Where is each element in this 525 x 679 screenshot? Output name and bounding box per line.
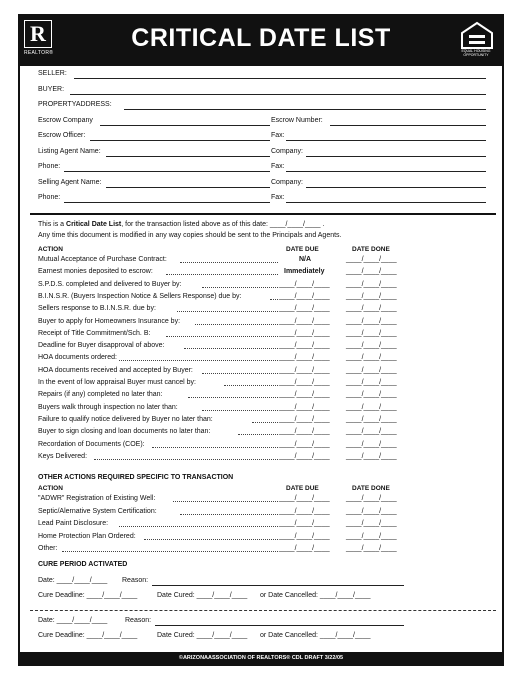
action-label: Deadline for Buyer disapproval of above: [38, 342, 165, 350]
escrow-number-field[interactable] [330, 125, 486, 126]
date-done-field[interactable]: ____/____/____ [346, 428, 397, 436]
dot-leader [119, 360, 278, 361]
company-field-2[interactable] [306, 187, 486, 188]
phone-field-2[interactable] [64, 202, 270, 203]
intro-text-bold: Critical Date List [66, 221, 122, 228]
cure-reason-label-1: Reason: [122, 577, 149, 584]
dot-leader [224, 385, 278, 386]
cure-deadline-1[interactable]: Cure Deadline: ____/____/____ [38, 592, 138, 599]
fax-field-1[interactable] [286, 140, 486, 141]
cure-period-title: CURE PERIOD ACTIVATED [38, 561, 128, 568]
dot-leader [180, 514, 278, 515]
date-done-field[interactable]: ____/____/____ [346, 532, 397, 540]
fax-field-2[interactable] [286, 171, 486, 172]
date-done-field[interactable]: ____/____/____ [346, 495, 397, 502]
escrow-company-field[interactable] [100, 125, 270, 126]
dot-leader [62, 551, 278, 552]
date-due-field[interactable]: ____/____/____ [279, 342, 330, 350]
escrow-company-label: Escrow Company [38, 117, 93, 124]
buyer-field[interactable] [70, 94, 486, 95]
date-due-field[interactable]: ____/____/____ [279, 520, 330, 527]
date-cured-2[interactable]: Date Cured: ____/____/____ [157, 632, 248, 639]
date-due-field[interactable]: ____/____/____ [279, 415, 330, 423]
page-title: CRITICAL DATE LIST [131, 24, 391, 52]
date-due-field[interactable]: ____/____/____ [279, 280, 330, 288]
date-cured-1[interactable]: Date Cured: ____/____/____ [157, 592, 248, 599]
action-label: B.I.N.S.R. (Buyers Inspection Notice & Sellers Response) due by: [38, 292, 242, 300]
seller-label: SELLER: [38, 70, 67, 77]
other-action-column-header: ACTION [38, 485, 63, 492]
property-address-label: PROPERTYADDRESS: [38, 101, 112, 108]
dot-leader [195, 324, 278, 325]
intro-text-a: This is a [38, 221, 67, 228]
date-done-field[interactable]: ____/____/____ [346, 379, 397, 386]
action-label: Receipt of Title Commitment/Sch. B: [38, 329, 151, 337]
realtor-logo: R [24, 20, 52, 48]
action-label: S.P.D.S. completed and delivered to Buyer by: [38, 280, 182, 288]
date-done-field[interactable]: ____/____/____ [346, 305, 397, 313]
fax-label-2: Fax: [271, 163, 285, 170]
intro-text-c: , for the transaction listed above as of this date: ____/____/____ . [121, 221, 325, 228]
date-cancelled-1[interactable]: or Date Cancelled: ____/____/____ [260, 592, 371, 599]
escrow-number-label: Escrow Number: [271, 117, 323, 124]
dot-leader [252, 422, 278, 423]
action-label: In the event of low appraisal Buyer must cancel by: [38, 379, 196, 386]
date-done-field[interactable]: ____/____/____ [346, 452, 397, 460]
cure-divider [30, 610, 496, 611]
date-done-field[interactable]: ____/____/____ [346, 545, 397, 552]
action-label: HOA documents ordered: [38, 354, 117, 362]
phone-label-2: Phone: [38, 194, 61, 201]
date-due-field[interactable]: ____/____/____ [279, 354, 330, 362]
action-label: Home Protection Plan Ordered: [38, 532, 136, 540]
listing-agent-label: Listing Agent Name: [38, 148, 101, 155]
listing-agent-field[interactable] [106, 156, 270, 157]
date-done-field[interactable]: ____/____/____ [346, 292, 397, 300]
dot-leader [144, 539, 278, 540]
action-label: Lead Paint Disclosure: [38, 520, 109, 527]
date-done-field[interactable]: ____/____/____ [346, 366, 397, 374]
escrow-officer-field[interactable] [90, 140, 270, 141]
date-due-field[interactable]: ____/____/____ [279, 532, 330, 540]
section-divider [30, 213, 496, 215]
fax-field-3[interactable] [286, 202, 486, 203]
action-label: HOA documents received and accepted by Buyer: [38, 366, 193, 374]
property-address-field[interactable] [124, 109, 486, 110]
equal-housing-caption: EQUAL HOUSING OPPORTUNITY [461, 49, 491, 57]
company-label-2: Company: [271, 179, 303, 186]
date-due-field[interactable]: ____/____/____ [279, 428, 330, 436]
dot-leader [152, 447, 278, 448]
company-label-1: Company: [271, 148, 303, 155]
dot-leader [173, 501, 278, 502]
date-due-field: N/A [299, 256, 312, 263]
dot-leader [180, 262, 278, 263]
date-done-field[interactable]: ____/____/____ [346, 280, 397, 288]
phone-label-1: Phone: [38, 163, 61, 170]
intro-line-1 [38, 221, 324, 228]
seller-field[interactable] [74, 78, 486, 79]
other-date-due-column-header: DATE DUE [286, 485, 319, 492]
action-label: Recordation of Documents (COE): [38, 440, 145, 448]
other-date-done-column-header: DATE DONE [352, 485, 390, 492]
footer-bar: ©ARIZONAASSOCIATION OF REALTORS® CDL DRAFT 3/22/05 [20, 652, 502, 664]
cure-reason-label-2: Reason: [125, 617, 152, 624]
date-done-field[interactable]: ____/____/____ [346, 391, 397, 399]
action-column-header: ACTION [38, 246, 63, 253]
fax-label-3: Fax: [271, 194, 285, 201]
form-frame [18, 14, 504, 666]
action-label: Buyer to apply for Homeowners Insurance by: [38, 317, 181, 325]
dot-leader [188, 397, 278, 398]
cure-date-2[interactable]: Date: ____/____/____ [38, 617, 108, 624]
header-bar [20, 16, 502, 66]
selling-agent-field[interactable] [106, 187, 270, 188]
action-label: Other: [38, 545, 58, 552]
date-done-field[interactable]: ____/____/____ [346, 256, 397, 263]
dot-leader [202, 410, 278, 411]
date-done-field[interactable]: ____/____/____ [346, 507, 397, 515]
date-due-field[interactable]: ____/____/____ [279, 403, 330, 411]
dot-leader [166, 336, 278, 337]
date-done-field[interactable]: ____/____/____ [346, 354, 397, 362]
date-due-field[interactable]: ____/____/____ [279, 329, 330, 337]
action-label: "ADWR" Registration of Existing Well: [38, 495, 156, 502]
date-done-column-header: DATE DONE [352, 246, 390, 253]
dot-leader [119, 526, 278, 527]
dot-leader [238, 434, 278, 435]
intro-line-2: Any time this document is modified in any way copies should be sent to the Principals and Agents. [38, 232, 342, 239]
date-due-field[interactable]: ____/____/____ [279, 379, 330, 386]
action-label: Septic/Alernative System Certification: [38, 507, 157, 515]
cure-date-1[interactable]: Date: ____/____/____ [38, 577, 108, 584]
date-due-field[interactable]: ____/____/____ [279, 440, 330, 448]
date-due-field[interactable]: ____/____/____ [279, 545, 330, 552]
date-due-field[interactable]: ____/____/____ [279, 495, 330, 502]
selling-agent-label: Selling Agent Name: [38, 179, 102, 186]
dot-leader [202, 287, 278, 288]
realtor-caption: REALTOR® [24, 50, 54, 56]
dot-leader [94, 459, 278, 460]
date-done-field[interactable]: ____/____/____ [346, 415, 397, 423]
date-due-field[interactable]: ____/____/____ [279, 452, 330, 460]
action-label: Keys Delivered: [38, 452, 88, 460]
other-actions-title: OTHER ACTIONS REQUIRED SPECIFIC TO TRANSACTION [38, 474, 234, 481]
date-due-field[interactable]: ____/____/____ [279, 391, 330, 399]
phone-field-1[interactable] [64, 171, 270, 172]
dot-leader [177, 311, 278, 312]
date-due-field: Immediately [284, 268, 325, 276]
date-due-field[interactable]: ____/____/____ [279, 317, 330, 325]
date-cancelled-2[interactable]: or Date Cancelled: ____/____/____ [260, 632, 371, 639]
date-due-field[interactable]: ____/____/____ [279, 507, 330, 515]
dot-leader [202, 373, 278, 374]
cure-reason-field-2[interactable] [155, 625, 404, 626]
date-done-field[interactable]: ____/____/____ [346, 520, 397, 527]
action-label: Buyer to sign closing and loan documents no later than: [38, 428, 211, 436]
dot-leader [166, 274, 278, 275]
cure-deadline-2[interactable]: Cure Deadline: ____/____/____ [38, 632, 138, 639]
action-label: Buyers walk through inspection no later than: [38, 403, 178, 411]
date-due-field[interactable]: ____/____/____ [279, 292, 330, 300]
company-field-1[interactable] [306, 156, 486, 157]
date-done-field[interactable]: ____/____/____ [346, 342, 397, 350]
date-due-field[interactable]: ____/____/____ [279, 366, 330, 374]
action-label: Mutual Acceptance of Purchase Contract: [38, 256, 167, 263]
date-due-column-header: DATE DUE [286, 246, 319, 253]
buyer-label: BUYER: [38, 86, 65, 93]
date-done-field[interactable]: ____/____/____ [346, 440, 397, 448]
cure-reason-field-1[interactable] [152, 585, 404, 586]
date-due-field[interactable]: ____/____/____ [279, 305, 330, 313]
dot-leader [270, 299, 278, 300]
action-label: Failure to qualify notice delivered by Buyer no later than: [38, 415, 213, 423]
action-label: Sellers response to B.I.N.S.R. due by: [38, 305, 156, 313]
fax-label-1: Fax: [271, 132, 285, 139]
date-done-field[interactable]: ____/____/____ [346, 317, 397, 325]
date-done-field[interactable]: ____/____/____ [346, 329, 397, 337]
date-done-field[interactable]: ____/____/____ [346, 403, 397, 411]
escrow-officer-label: Escrow Officer: [38, 132, 86, 139]
date-done-field[interactable]: ____/____/____ [346, 268, 397, 276]
action-label: Repairs (if any) completed no later than: [38, 391, 163, 399]
action-label: Earnest monies deposited to escrow: [38, 268, 153, 276]
dot-leader [184, 348, 278, 349]
